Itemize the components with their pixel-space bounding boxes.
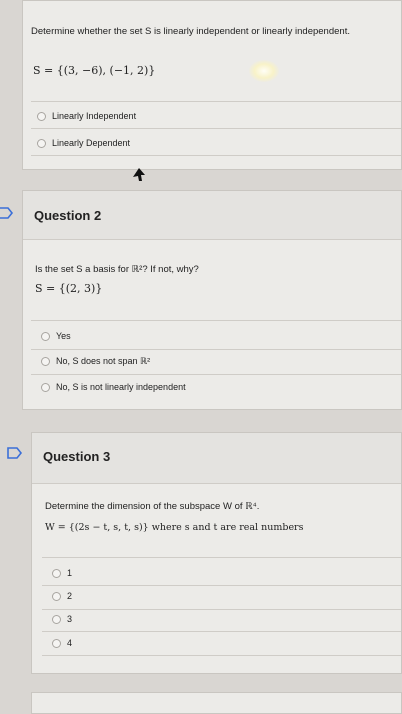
option-linearly-dependent[interactable]: [37, 138, 130, 148]
flag-icon[interactable]: [7, 447, 23, 459]
mouse-cursor-icon: [133, 168, 145, 182]
radio-button[interactable]: [41, 357, 50, 366]
option-label: Linearly Dependent: [52, 138, 131, 148]
question-3-set: W = {(2s − t, s, t, s)} where s and t are real numbers: [45, 522, 304, 533]
radio-button[interactable]: [41, 332, 50, 341]
option-label: Yes: [56, 331, 71, 341]
question-3-card: [31, 432, 402, 674]
radio-button[interactable]: [52, 639, 61, 648]
radio-button[interactable]: [41, 383, 50, 392]
option-3[interactable]: [52, 614, 72, 624]
screen-glare: [249, 60, 279, 82]
radio-button[interactable]: [37, 112, 46, 121]
question-3-prompt: Determine the dimension of the subspace W of ℝ⁴.: [45, 501, 260, 512]
question-3-title: Question 3: [43, 449, 111, 464]
option-label: 1: [67, 568, 73, 578]
flag-icon[interactable]: [0, 207, 14, 219]
question-3-header: [32, 433, 401, 484]
radio-button[interactable]: [37, 139, 46, 148]
option-4[interactable]: [52, 638, 72, 648]
question-1-set: S = {(3, −6), (−1, 2)}: [33, 64, 156, 77]
option-yes[interactable]: [41, 331, 71, 341]
question-1-card: [22, 0, 402, 170]
option-label: No, S is not linearly independent: [56, 382, 186, 392]
option-linearly-independent[interactable]: [37, 111, 136, 121]
question-2-title: Question 2: [34, 208, 102, 223]
radio-button[interactable]: [52, 592, 61, 601]
option-label: No, S does not span ℝ²: [56, 356, 151, 366]
question-2-header: [23, 191, 401, 240]
option-2[interactable]: [52, 591, 72, 601]
option-1[interactable]: [52, 568, 72, 578]
radio-button[interactable]: [52, 569, 61, 578]
option-does-not-span[interactable]: [41, 356, 150, 367]
option-label: 4: [67, 638, 73, 648]
radio-button[interactable]: [52, 615, 61, 624]
option-label: 3: [67, 614, 73, 624]
option-label: Linearly Independent: [52, 111, 137, 121]
question-2-card: [22, 190, 402, 410]
option-not-linearly-independent[interactable]: [41, 382, 186, 392]
question-2-prompt: Is the set S a basis for ℝ²? If not, why?: [35, 264, 199, 275]
question-4-card: [31, 692, 402, 714]
question-1-prompt: Determine whether the set S is linearly independent or linearly independent.: [31, 26, 350, 37]
option-label: 2: [67, 591, 73, 601]
question-2-set: S = {(2, 3)}: [35, 282, 103, 295]
